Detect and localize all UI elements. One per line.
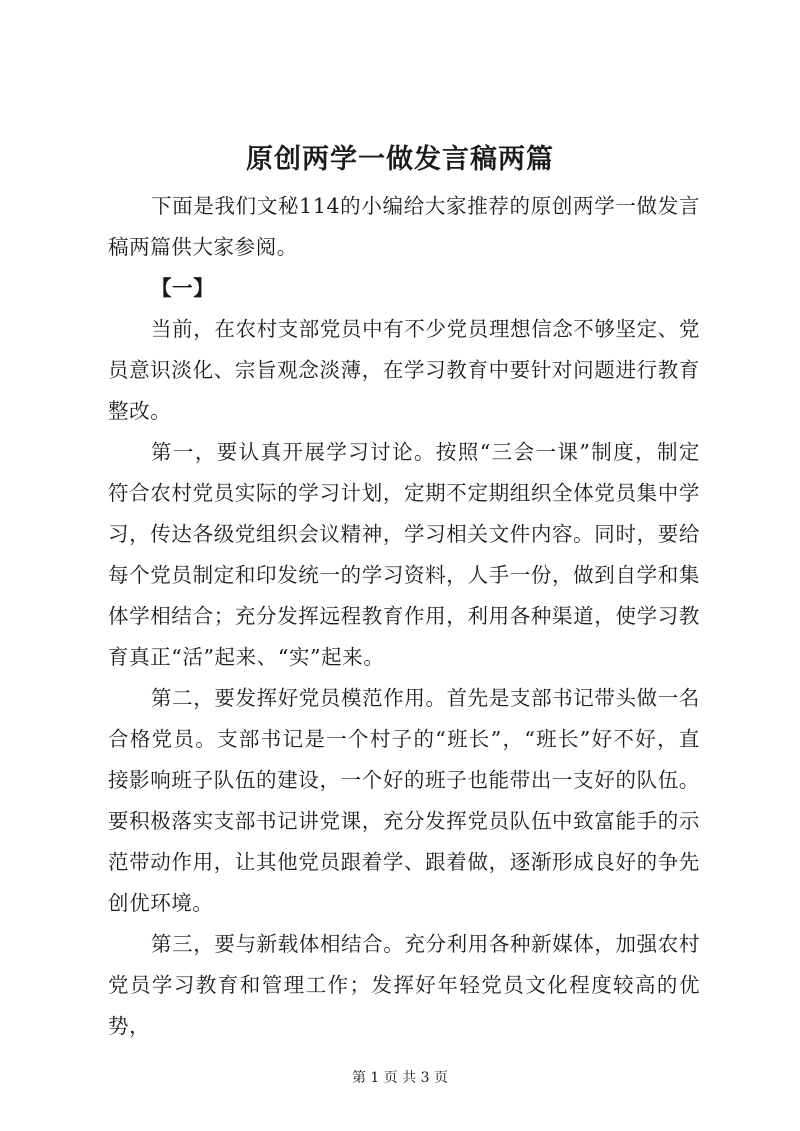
document-body [108, 186, 700, 1047]
paragraph-current-situation: 当前，在农村支部党员中有不少党员理想信念不够坚定、党员意识淡化、宗旨观念淡薄，在学习教育中要针对问题进行教育整改。 [108, 317, 700, 423]
section-heading-one: 【一】 [151, 276, 215, 300]
paragraph-third-point: 第三，要与新载体相结合。充分利用各种新媒体，加强农村党员学习教育和管理工作；发挥好年轻党员文化程度较高的优势， [108, 932, 700, 1038]
intro-paragraph: 下面是我们文秘114的小编给大家推荐的原创两学一做发言稿两篇供大家参阅。 [108, 194, 700, 259]
page-footer: 第 1 页 共 3 页 [351, 1070, 449, 1086]
paragraph-second-point: 第二，要发挥好党员模范作用。首先是支部书记带头做一名合格党员。支部书记是一个村子的“班长”，“班长”好不好，直接影响班子队伍的建设，一个好的班子也能带出一支好的队伍。要积极落实支部书记讲党课，充分发挥党员队伍中致富能手的示范带动作用，让其他党员跟着学、跟着做，逐渐形成良好的争先创优环境。 [108, 686, 700, 915]
paragraph-first-point: 第一，要认真开展学习讨论。按照“三会一课”制度，制定符合农村党员实际的学习计划，定期不定期组织全体党员集中学习，传达各级党组织会议精神，学习相关文件内容。同时，要给每个党员制定和印发统一的学习资料，人手一份，做到自学和集体学相结合；充分发挥远程教育作用，利用各种渠道，使学习教育真正“活”起来、“实”起来。 [108, 440, 700, 669]
document-title: 原创两学一做发言稿两篇 [246, 144, 554, 175]
